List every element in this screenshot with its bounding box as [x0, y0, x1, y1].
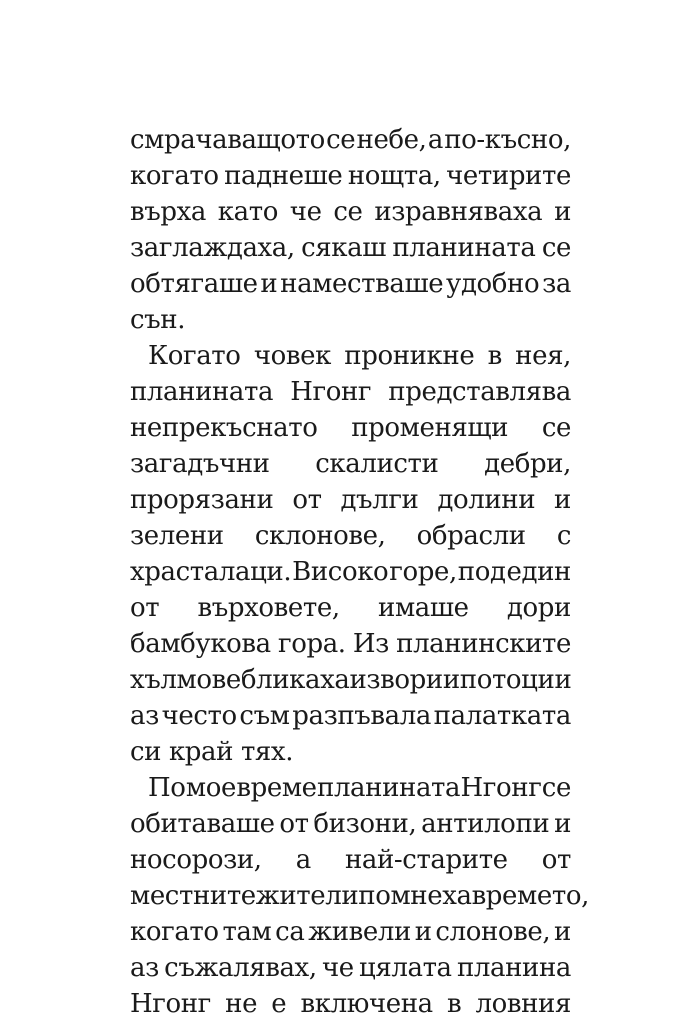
text-line [130, 662, 571, 698]
paragraph-3 [130, 770, 589, 1022]
word: жители [255, 881, 359, 911]
word: антилопи [421, 809, 550, 839]
word: носорози, [130, 845, 262, 875]
word: склонове, [254, 521, 386, 551]
word: храсталаци. [130, 557, 292, 587]
word: По [148, 773, 186, 803]
text-line [130, 950, 571, 986]
word: сякаш [301, 233, 387, 263]
word: е [271, 989, 287, 1019]
text-line [130, 806, 571, 842]
word: ловния [475, 989, 571, 1019]
word: в [447, 989, 462, 1019]
text-line [130, 338, 571, 374]
word: дълги [340, 485, 419, 515]
word: а [427, 125, 443, 155]
word: палатката [433, 701, 571, 731]
word: потоци [459, 665, 555, 695]
word: проникне [344, 341, 475, 371]
word: са [275, 917, 305, 947]
text-line [130, 230, 571, 266]
word: гора. [277, 629, 346, 659]
word: аз [130, 701, 159, 731]
word: от [130, 593, 160, 623]
book-page-text [130, 122, 589, 1022]
word: се [541, 413, 571, 443]
text-line [130, 122, 571, 158]
word: мое [185, 773, 236, 803]
text-line [130, 374, 571, 410]
word: от [541, 845, 571, 875]
word: нощта, [347, 161, 441, 191]
text-line [130, 986, 571, 1022]
word: обтягаше [130, 269, 258, 299]
word: като [217, 197, 278, 227]
word: бизони, [313, 809, 417, 839]
text-line [130, 266, 571, 302]
word: и [554, 665, 572, 695]
word: най-старите [344, 845, 508, 875]
text-line [130, 590, 571, 626]
word: върховете, [197, 593, 340, 623]
word: разпъвала [292, 701, 431, 731]
word: Нгонг [460, 773, 542, 803]
text-line [130, 410, 571, 446]
text-line [130, 698, 571, 734]
word: често [161, 701, 237, 731]
word: включена [300, 989, 433, 1019]
word: скалисти [315, 449, 439, 479]
text-line: си край тях. [130, 737, 294, 767]
word: наместваше [280, 269, 444, 299]
text-line [130, 554, 571, 590]
word: прорязани [130, 485, 274, 515]
word: долини [437, 485, 536, 515]
word: помнеха [358, 881, 472, 911]
text-line [130, 914, 571, 950]
text-line [130, 626, 571, 662]
text-line [130, 770, 571, 806]
word: променящи [351, 413, 509, 443]
word: се [326, 125, 356, 155]
word: представлява [388, 377, 571, 407]
text-line [130, 194, 571, 230]
word: и [554, 917, 571, 947]
word: и [442, 665, 460, 695]
word: от [292, 485, 322, 515]
word: бликаха [240, 665, 350, 695]
word: съм [239, 701, 290, 731]
word: планината [130, 377, 274, 407]
word: и [554, 197, 571, 227]
word: и [554, 809, 571, 839]
word: зелени [130, 521, 224, 551]
text-line [130, 158, 571, 194]
word: планината [392, 233, 536, 263]
word: и [260, 269, 278, 299]
word: живели [308, 917, 411, 947]
word: не [225, 989, 258, 1019]
word: имаше [378, 593, 469, 623]
word: обитаваше [130, 809, 275, 839]
word: Из [352, 629, 389, 659]
word: за [542, 269, 571, 299]
word: когато [130, 161, 219, 191]
word: че [289, 197, 322, 227]
text-line [130, 518, 571, 554]
word: с [556, 521, 571, 551]
word: се [333, 197, 363, 227]
word: дебри, [484, 449, 571, 479]
word: нея, [515, 341, 571, 371]
word: когато [130, 917, 219, 947]
word: от [279, 809, 309, 839]
word: съжалявах, [164, 953, 317, 983]
word: Нгонг [130, 989, 211, 1019]
word: планината [317, 773, 461, 803]
word: времето, [471, 881, 589, 911]
word: извори [349, 665, 443, 695]
word: загадъчни [130, 449, 270, 479]
paragraph-2 [130, 338, 571, 770]
word: в [487, 341, 502, 371]
word: върха [130, 197, 206, 227]
word: един [506, 557, 571, 587]
word: аз [130, 953, 159, 983]
word: Когато [148, 341, 241, 371]
text-line [130, 878, 589, 914]
word: Високо [292, 557, 389, 587]
word: а [295, 845, 311, 875]
text-line [130, 842, 571, 878]
word: време [236, 773, 317, 803]
word: непрекъснато [130, 413, 318, 443]
word: под [457, 557, 506, 587]
word: изравняваха [374, 197, 543, 227]
word: планина [456, 953, 571, 983]
word: дори [506, 593, 571, 623]
word: хълмове [130, 665, 241, 695]
word: местните [130, 881, 256, 911]
word: небе, [356, 125, 427, 155]
word: по-късно, [444, 125, 571, 155]
word: и [414, 917, 432, 947]
word: четирите [446, 161, 571, 191]
word: обрасли [416, 521, 526, 551]
word: смрачаващото [130, 125, 325, 155]
word: горе, [389, 557, 457, 587]
text-line [130, 446, 571, 482]
word: там [222, 917, 272, 947]
word: цялата [359, 953, 452, 983]
word: заглаждаха, [130, 233, 295, 263]
word: човек [253, 341, 331, 371]
word: планинските [396, 629, 571, 659]
text-line: сън. [130, 305, 186, 335]
word: паднеше [224, 161, 343, 191]
word: се [541, 233, 571, 263]
text-line [130, 482, 571, 518]
word: Нгонг [290, 377, 372, 407]
word: бамбукова [130, 629, 271, 659]
word: слонове, [435, 917, 551, 947]
word: че [321, 953, 354, 983]
word: и [554, 485, 571, 515]
word: удобно [446, 269, 540, 299]
word: се [541, 773, 571, 803]
paragraph-1 [130, 122, 571, 338]
